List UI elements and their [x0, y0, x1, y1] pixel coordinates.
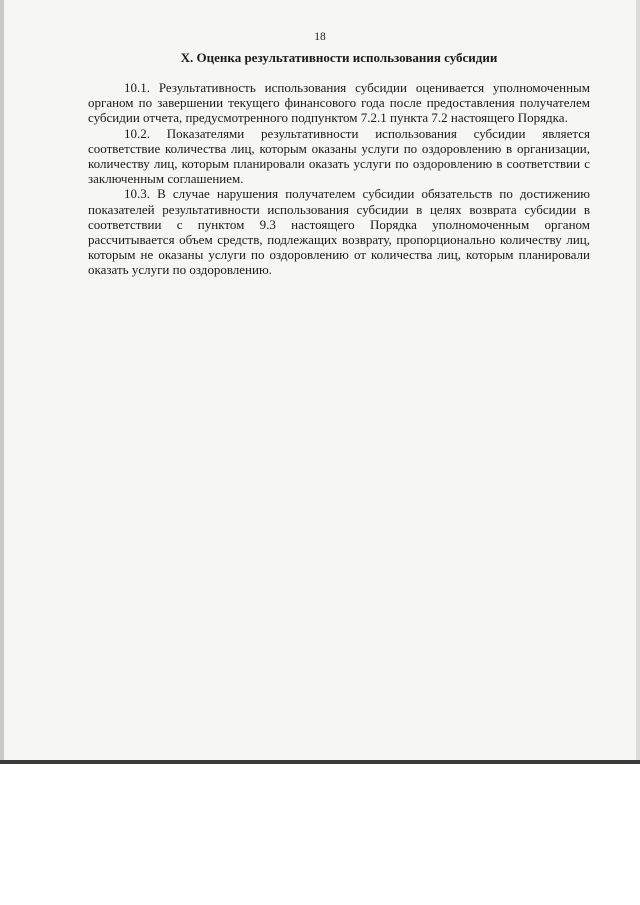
paragraph-10-3: 10.3. В случае нарушения получателем субсидии обязательств по достижению показателей результативности использования субсидии в целях возврата субсидии в соответствии с пунктом 9.3 настоящего Порядка уполномоченным органом рассчитывается объем средств, подлежащих возврату, пропорционально количеству лиц, которым не оказаны услуги по оздоровлению от количества лиц, которым планировали оказать услуги по оздоровлению.	[88, 186, 590, 278]
section-heading: X. Оценка результативности использования субсидии	[180, 50, 498, 65]
scan-left-edge	[0, 0, 4, 762]
paragraph-10-2: 10.2. Показателями результативности использования субсидии является соответствие количества лиц, которым оказаны услуги по оздоровлению в организации, количеству лиц, которым планировали оказать услуги по оздоровлению в соответствии с заключенным соглашением.	[88, 125, 590, 187]
paragraph-10-1: 10.1. Результативность использования субсидии оценивается уполномоченным органом по завершении текущего финансового года после предоставления получателем субсидии отчета, предусмотренного подпунктом 7.2.1 пункта 7.2 настоящего Порядка.	[88, 80, 590, 126]
scan-bottom-edge	[0, 760, 640, 764]
document-body	[88, 80, 590, 278]
page-number: 18	[314, 31, 326, 43]
scan-right-edge	[636, 0, 640, 762]
